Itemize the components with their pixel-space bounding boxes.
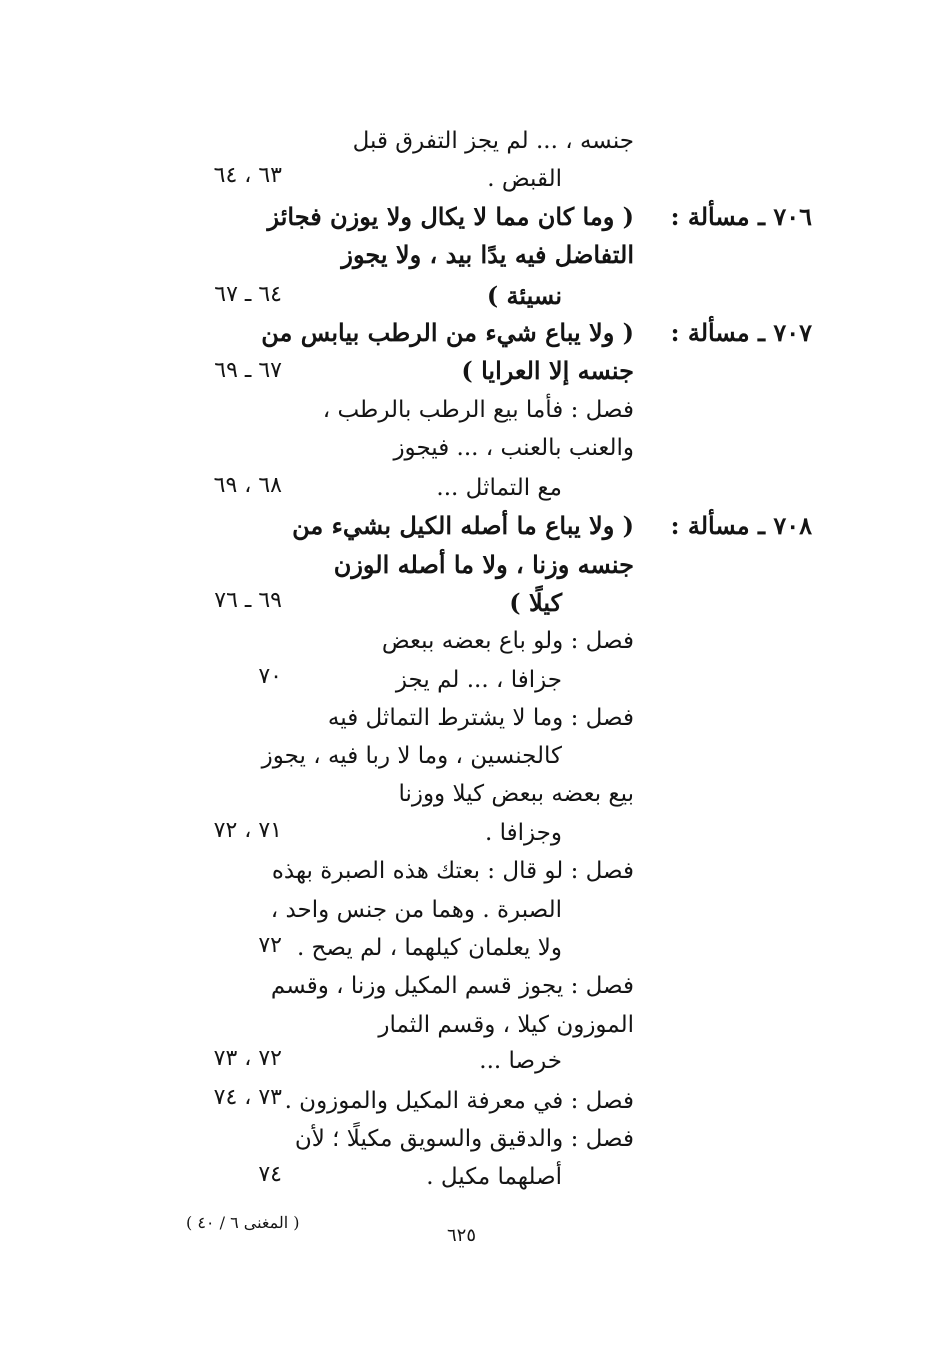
masala-label: ٧٠٦ ـ مسألة :	[670, 202, 812, 231]
page-reference: ٦٧ ـ ٦٩	[214, 358, 282, 383]
fasl-line: فصل : فأما بيع الرطب بالرطب ،	[322, 397, 634, 423]
fasl-line: فصل : يجوز قسم المكيل وزنا ، وقسم	[270, 973, 634, 999]
fasl-line: جزافا ، ... لم يجز	[395, 667, 562, 693]
fasl-line: بيع بعضه ببعض كيلا ووزنا	[398, 781, 634, 807]
fasl-line: وجزافا .	[484, 820, 562, 846]
page-reference: ٧٢	[258, 933, 282, 958]
fasl-line: فصل : وما لا يشترط التماثل فيه	[327, 705, 634, 731]
fasl-line: والعنب بالعنب ، ... فيجوز	[393, 435, 634, 461]
page-reference: ٧٣ ، ٧٤	[213, 1085, 282, 1110]
fasl-line: فصل : في معرفة المكيل والموزون .	[284, 1088, 634, 1114]
page-reference: ٦٨ ، ٦٩	[213, 473, 282, 498]
page-reference: ٧٤	[258, 1162, 282, 1187]
page-reference: ٧٠	[258, 664, 282, 689]
entry-line: القبض .	[487, 166, 562, 192]
masala-heading-line: ( ولا يباع شيء من الرطب بيابس من	[261, 318, 634, 347]
fasl-line: فصل : والدقيق والسويق مكيلًا ؛ لأن	[294, 1126, 634, 1152]
fasl-line: خرصا ...	[479, 1048, 562, 1074]
fasl-line: كالجنسين ، وما لا ربا فيه ، يجوز	[261, 743, 562, 769]
entry-line: جنسه ، ... لم يجز التفرق قبل	[352, 128, 634, 154]
page-reference: ٧٢ ، ٧٣	[213, 1046, 282, 1071]
masala-heading-line: التفاضل فيه يدًا بيد ، ولا يجوز	[341, 240, 634, 269]
masala-label: ٧٠٨ ـ مسألة :	[670, 511, 812, 540]
fasl-line: ولا يعلمان كيلهما ، لم يصح .	[296, 935, 562, 961]
fasl-line: أصلهما مكيل .	[426, 1164, 562, 1190]
fasl-line: فصل : ولو باع بعضه ببعض	[381, 628, 634, 654]
page-number: ٦٢٥	[447, 1225, 477, 1246]
masala-label: ٧٠٧ ـ مسألة :	[670, 318, 812, 347]
page-reference: ٧١ ، ٧٢	[213, 818, 282, 843]
fasl-line: مع التماثل ...	[436, 475, 562, 501]
masala-heading-line: جنسه إلا العرايا )	[461, 356, 634, 385]
fasl-line: الموزون كيلا ، وقسم الثمار	[378, 1012, 634, 1038]
page-reference: ٦٩ ـ ٧٦	[214, 588, 282, 613]
footer-source: ( المغنى ٦ / ٤٠ )	[186, 1213, 300, 1232]
masala-heading-line: نسيئة )	[486, 281, 562, 310]
page-reference: ٦٣ ، ٦٤	[213, 163, 282, 188]
fasl-line: الصبرة . وهما من جنس واحد ،	[270, 897, 562, 923]
masala-heading-line: كيلًا )	[509, 588, 562, 617]
page-reference: ٦٤ ـ ٦٧	[214, 282, 282, 307]
masala-heading-line: ( وما كان مما لا يكال ولا يوزن فجائز	[267, 202, 634, 231]
masala-heading-line: ( ولا يباع ما أصله الكيل بشيء من	[292, 511, 634, 540]
masala-heading-line: جنسه وزنا ، ولا ما أصله الوزن	[333, 550, 634, 579]
fasl-line: فصل : لو قال : بعتك هذه الصبرة بهذه	[271, 858, 634, 884]
